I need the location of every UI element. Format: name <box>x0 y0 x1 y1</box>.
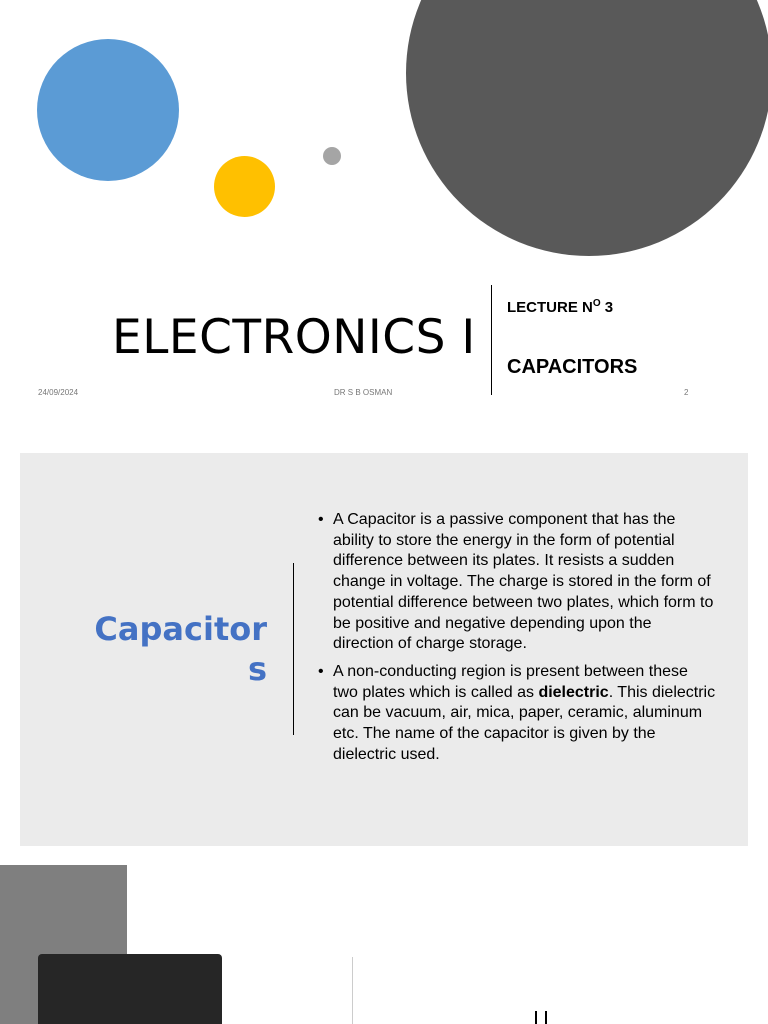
capacitor-symbol-icon <box>534 1011 549 1024</box>
section-heading-line1: Capacitor <box>94 610 267 648</box>
decorative-blue-circle <box>37 39 179 181</box>
bullet-item <box>316 662 716 766</box>
bullet-list <box>316 510 716 772</box>
decorative-dark-circle <box>406 0 768 256</box>
title-divider <box>491 285 492 395</box>
section-heading-line2: s <box>247 650 267 688</box>
bullet-text-continued: . This dielectric can be vacuum, air, mica, paper, ceramic, aluminum etc. The name of the capacitor is given by the dielectric used. <box>333 683 716 763</box>
decorative-dark-block <box>38 954 222 1024</box>
bullet-dot-icon: • <box>318 511 324 528</box>
bullet-dot-icon: • <box>318 662 324 680</box>
decorative-yellow-circle <box>214 156 275 217</box>
lecture-number <box>507 298 613 316</box>
slide3-divider <box>352 957 353 1024</box>
slide-subtitle: CAPACITORS <box>507 356 638 378</box>
slide-title: ELECTRONICS I <box>112 310 476 365</box>
lecture-superscript: O <box>592 298 601 309</box>
bullet-item <box>316 510 716 655</box>
content-divider <box>293 563 294 735</box>
bullet-bold-term: dielectric <box>538 683 609 701</box>
footer-author: DR S B OSMAN <box>334 388 393 397</box>
bullet-text: A Capacitor is a passive component that has the ability to store the energy in the form of potential difference between its plates. It resists a sudden change in voltage. The charge is stored in the form of potential difference between two plates, which form to be positive and negative depending upon the direction of charge storage. <box>333 511 714 653</box>
section-heading <box>47 609 267 689</box>
footer-page-number: 2 <box>684 388 689 397</box>
partial-next-slide <box>0 865 768 1024</box>
footer-date: 24/09/2024 <box>38 388 79 397</box>
content-slide <box>20 453 748 846</box>
bullet-text: A non-conducting region is present between these two plates which is called as <box>333 662 688 701</box>
lecture-number-value: 3 <box>600 299 614 316</box>
lecture-prefix: LECTURE N <box>507 299 593 316</box>
decorative-grey-dot <box>323 147 341 165</box>
title-slide <box>0 0 768 440</box>
